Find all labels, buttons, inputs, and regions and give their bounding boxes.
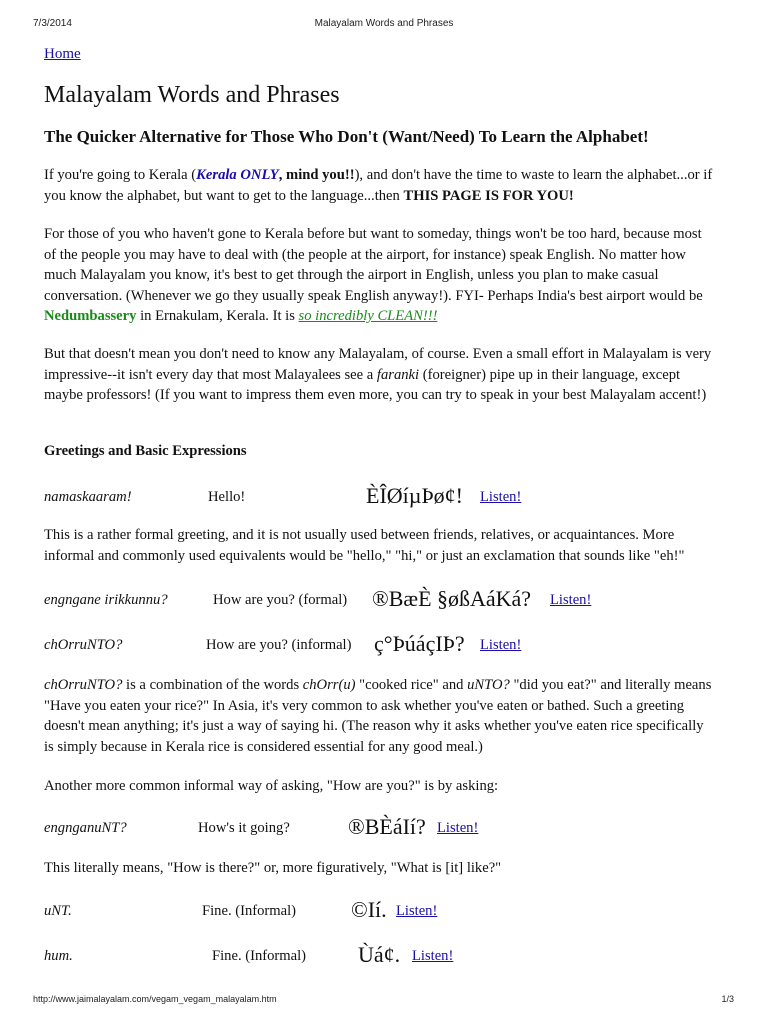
phrase-script: ®BæÈ §øßAáKá? [372, 586, 532, 611]
listen-link[interactable]: Listen! [480, 637, 522, 653]
phrase-row [0, 942, 768, 970]
phrase-meaning: How's it going? [198, 820, 290, 836]
phrase-romanized: chOrruNTO? [44, 637, 123, 653]
phrase-row [0, 897, 768, 925]
phrase-romanized: namaskaaram! [44, 489, 132, 505]
listen-link[interactable]: Listen! [412, 948, 454, 964]
note-paragraph: Another more common informal way of asking, "How are you?" is by asking: [44, 778, 499, 794]
note-paragraph: This literally means, "How is there?" or, more figuratively, "What is [it] like?" [44, 860, 502, 876]
note-paragraph: chOrruNTO? is a combination of the words chOrr(u) "cooked rice" and uNTO? "did you eat?" and literally means "Have you eaten your rice?" In Asia, it's very common to ask whether you've eaten or bathed. Such a greeting doesn't mean anything; it's just a way of saying hi. (The reason why it asks whether you've eaten rice specifically is simply because in Kerala rice is considered essential for any good meal.) [44, 677, 712, 755]
phrase-row [0, 631, 768, 659]
page-title: Malayalam Words and Phrases [44, 82, 340, 108]
print-page-number: 1/3 [721, 994, 734, 1004]
phrase-row [0, 483, 768, 511]
phrase-script: ®BÈáIí? [348, 814, 426, 839]
page-subtitle: The Quicker Alternative for Those Who Don't (Want/Need) To Learn the Alphabet! [44, 127, 649, 146]
print-title: Malayalam Words and Phrases [314, 18, 454, 29]
phrase-script: Ùá¢. [358, 942, 401, 967]
phrase-romanized: engngane irikkunnu? [44, 592, 168, 608]
print-url: http://www.jaimalayalam.com/vegam_vegam_malayalam.htm [33, 994, 277, 1004]
phrase-script: ©Ií. [351, 897, 387, 922]
home-link[interactable]: Home [44, 46, 81, 62]
phrase-meaning: How are you? (informal) [206, 637, 352, 653]
note-paragraph: This is a rather formal greeting, and it is not usually used between friends, relatives, or acquaintances. More informal and commonly used equivalents would be "hello," "hi," or just an exclamation that sounds like "eh!" [44, 527, 685, 564]
phrase-romanized: hum. [44, 948, 73, 964]
airport-name: Nedumbassery [44, 308, 137, 324]
phrase-meaning: Fine. (Informal) [212, 948, 307, 964]
phrase-meaning: Fine. (Informal) [202, 903, 297, 919]
intro-paragraph-2: For those of you who haven't gone to Kerala before but want to someday, things won't be too hard, because most of the people you may have to deal with (the people at the airport, for instance) speak English. No matter how much Malayalam you know, it's best to get through the airport in English, unless you plan to make casual conversation. (Whenever we go they usually speak English anyway!). FYI- Perhaps India's best airport would be Nedumbassery in Ernakulam, Kerala. It is so incredibly CLEAN!!! [44, 226, 703, 324]
listen-link[interactable]: Listen! [550, 592, 592, 608]
phrase-row [0, 586, 768, 614]
listen-link[interactable]: Listen! [437, 820, 479, 836]
intro-paragraph-3: But that doesn't mean you don't need to know any Malayalam, of course. Even a small effort in Malayalam is very impressive--it isn't every day that most Malayalees see a faranki (foreigner) pipe up in their language, except maybe professors! (If you want to impress them even more, you can try to speak in your best Malayalam accent!) [44, 346, 712, 403]
clean-emphasis: so incredibly CLEAN!!! [298, 308, 438, 324]
this-page-emphasis: THIS PAGE IS FOR YOU! [403, 187, 574, 204]
listen-link[interactable]: Listen! [396, 903, 438, 919]
phrase-romanized: engnganuNT? [44, 820, 127, 836]
kerala-only-emphasis: Kerala ONLY [196, 167, 279, 183]
print-date: 7/3/2014 [33, 18, 72, 29]
phrase-romanized: uNT. [44, 903, 72, 919]
listen-link[interactable]: Listen! [480, 489, 522, 505]
phrase-script: ç°ÞúáçIÞ? [374, 631, 465, 656]
intro-paragraph-1: If you're going to Kerala (Kerala ONLY, mind you!!), and don't have the time to waste to learn the alphabet...or if you know the alphabet, but want to get to the language...then THIS PAGE IS FOR YOU! [44, 167, 713, 204]
section-heading: Greetings and Basic Expressions [44, 443, 247, 459]
phrase-row [0, 814, 768, 842]
phrase-meaning: Hello! [208, 489, 246, 505]
phrase-script: ÈÎØíµÞø¢! [366, 483, 464, 508]
phrase-meaning: How are you? (formal) [213, 592, 348, 608]
